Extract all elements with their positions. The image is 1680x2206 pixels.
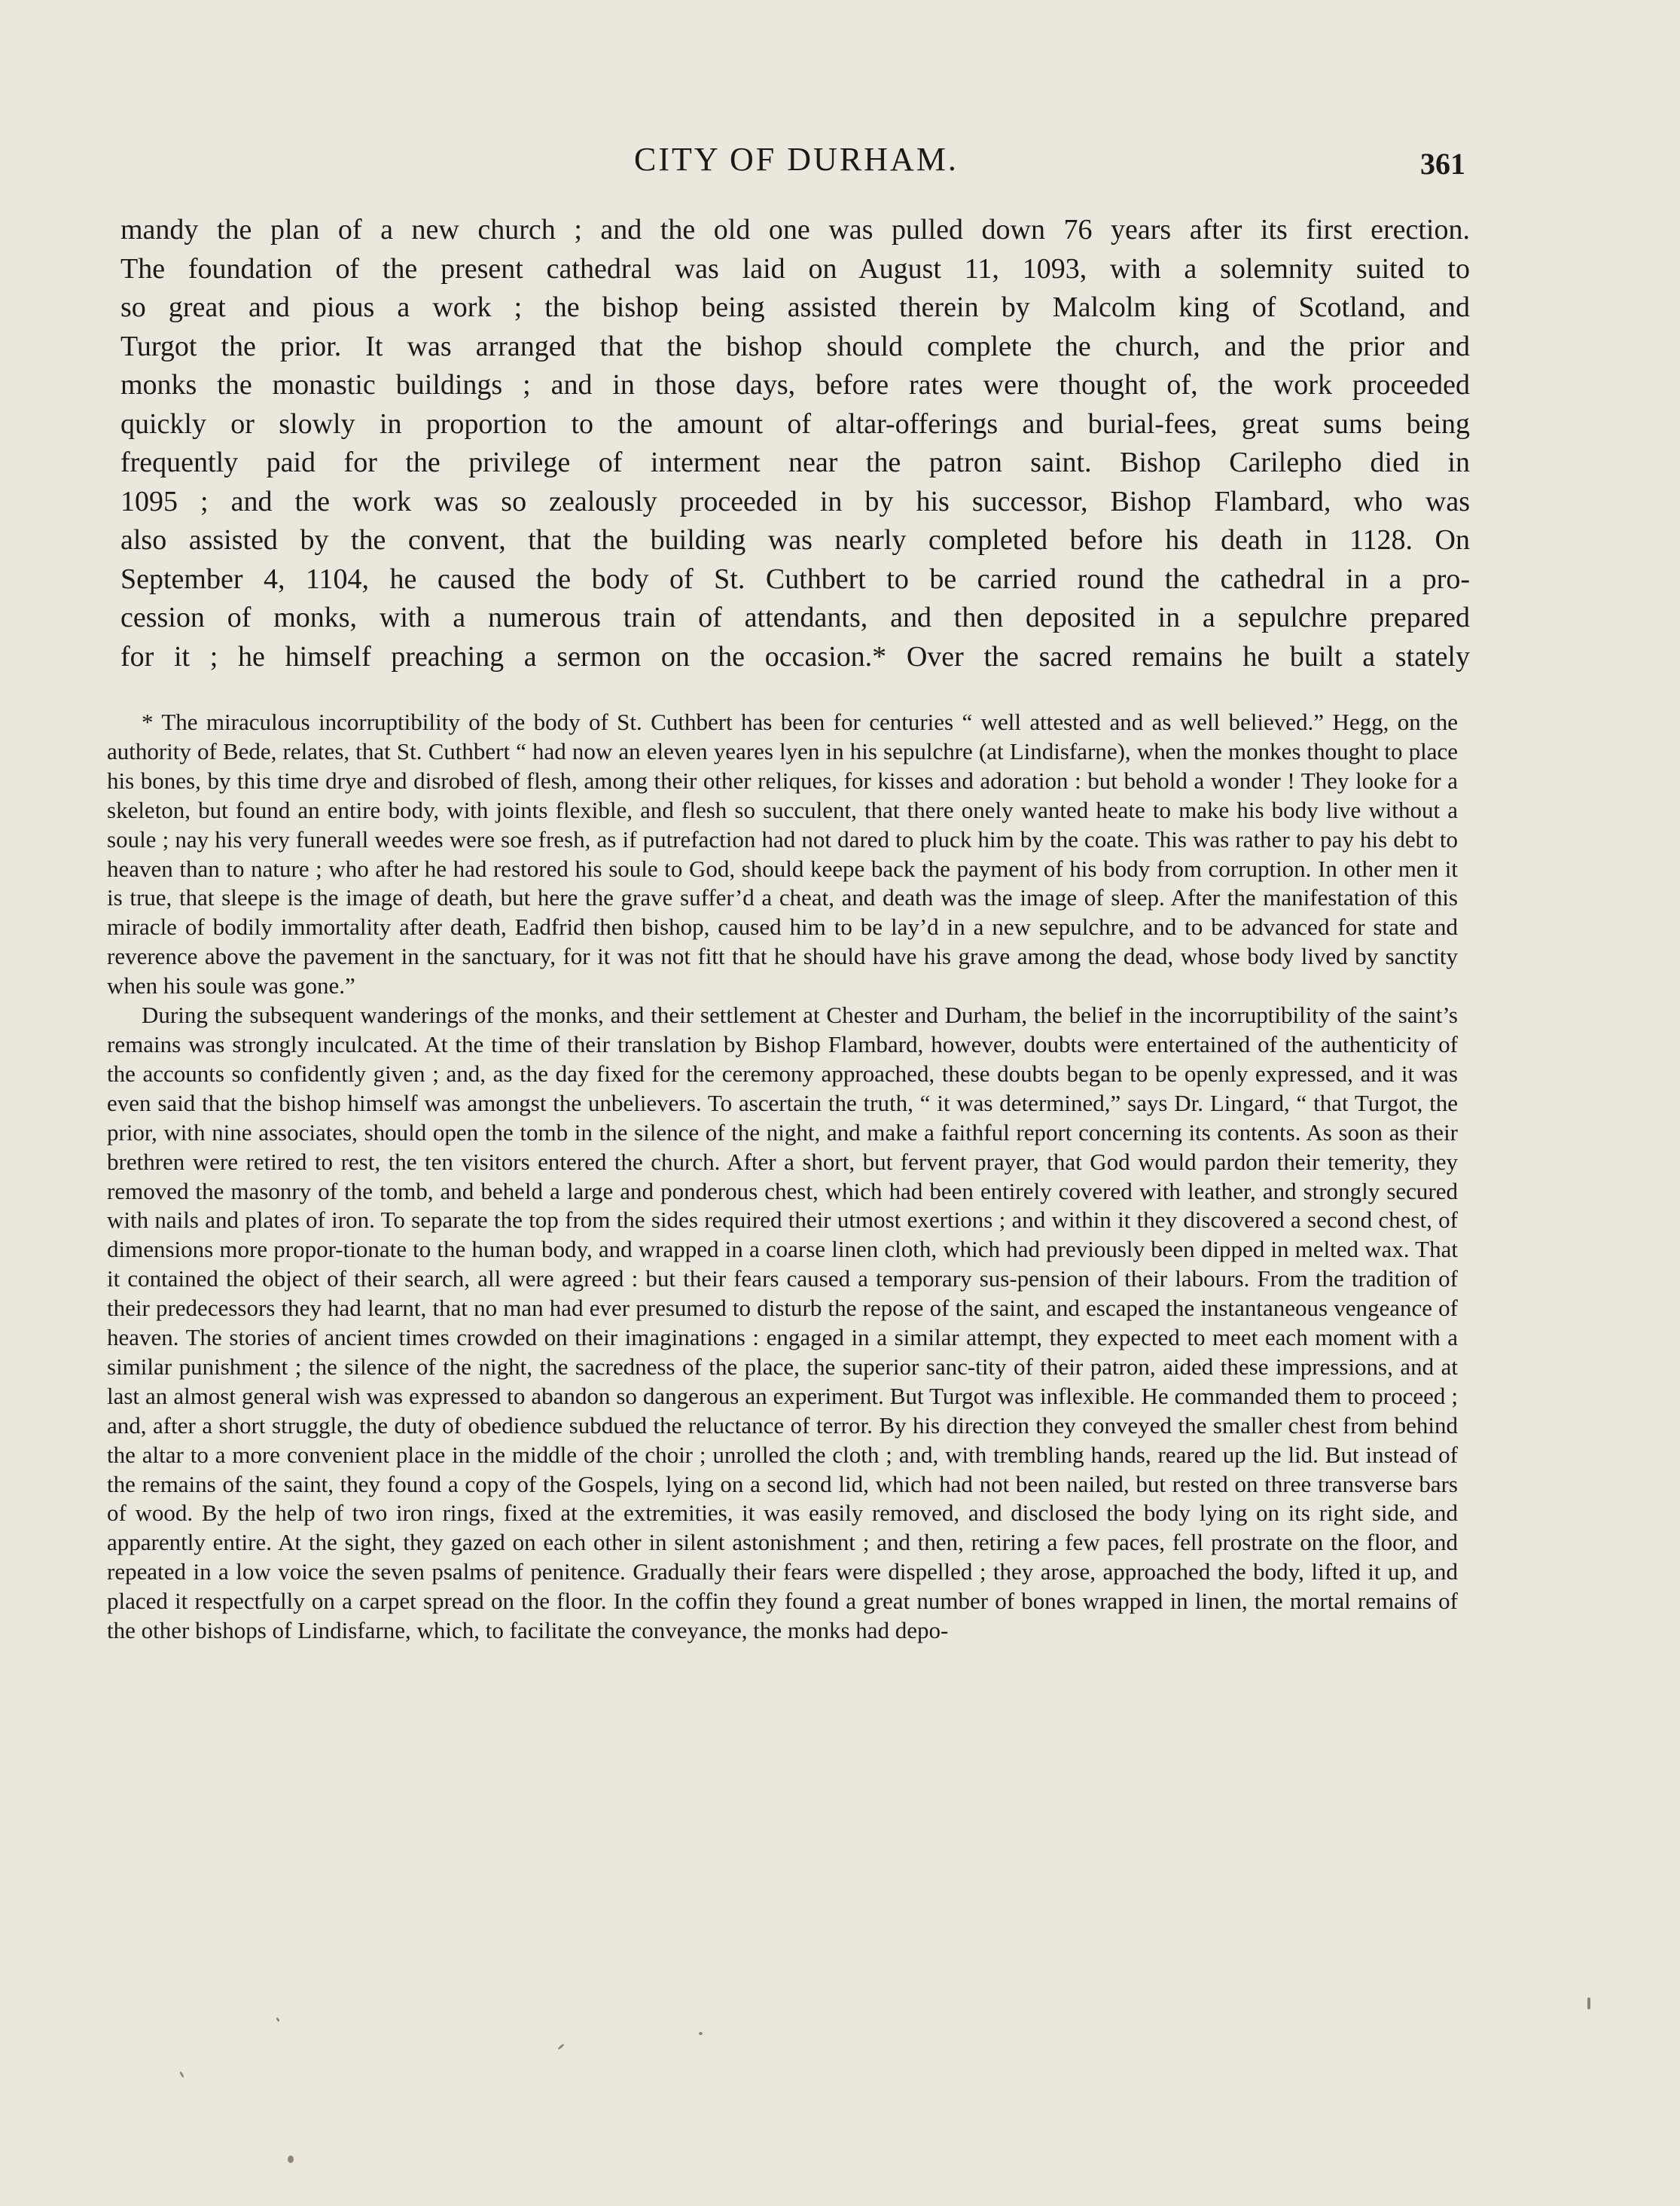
paper-speck [699,2032,703,2035]
paper-speck [557,2043,565,2050]
paper-speck [1587,1997,1590,2009]
paper-speck [179,2071,184,2078]
page-number: 361 [1420,147,1465,181]
paper-speck [288,2156,294,2163]
paper-speck [276,2017,280,2022]
footnote-paragraph-1: * The miraculous incorruptibility of the body of St. Cuthbert has been for centuries “ well attested and as well believed.” Hegg, on the authority of Bede, relates, that St. Cuthbert “ had now an eleven yeares lyen in his sepulchre (at Lindisfarne), when the monkes thought to place his bones, by this time drye and disrobed of flesh, among their other reliques, for kisses and adoration : but behold a wonder ! They looke for a skeleton, but found an entire body, with joints flexible, and flesh so succulent, that there onely wanted heate to make his body live without a soule ; nay his very funerall weedes were soe fresh, as if putrefaction had not dared to pluck him by the coate. This was rather to pay his debt to heaven than to nature ; who after he had restored his soule to God, should keepe back the payment of his body from corruption. In other men it is true, that sleepe is the image of death, but here the grave suffer’d a cheat, and death was the image of sleep. After the manifestation of this miracle of bodily immortality after death, Eadfrid then bishop, caused him to be lay’d in a new sepulchre, and to be advanced for state and reverence above the pavement in the sanctuary, for it was not fitt that he should have his grave among the dead, whose body lived by sanctity when his soule was gone.” [107,709,1458,999]
body-paragraph: mandy the plan of a new church ; and the old one was pulled down 76 years after its first erection. The foundation of the present cathedral was laid on August 11, 1093, with a solemnity suited to so great and pious a work ; the bishop being assisted therein by Malcolm king of Scotland, and Turgot the prior. It was arranged that the bishop should complete the church, and the prior and monks the monastic buildings ; and in those days, before rates were thought of, the work proceeded quickly or slowly in proportion to the amount of altar-offerings and burial-fees, great sums being frequently paid for the privilege of interment near the patron saint. Bishop Carilepho died in 1095 ; and the work was so zealously proceeded in by his successor, Bishop Flambard, who was also assisted by the convent, that the building was nearly completed before his death in 1128. On September 4, 1104, he caused the body of St. Cuthbert to be carried round the cathedral in a pro- cession of monks, with a numerous train of attendants, and then deposited in a sepulchre prepared for it ; he himself preaching a sermon on the occasion.* Over the sacred remains he built a stately [120,214,1470,673]
footnote-section [107,708,1458,1646]
running-head [0,137,1680,182]
running-title: CITY OF DURHAM. [634,141,959,178]
footnote-paragraph-2: During the subsequent wanderings of the monks, and their settlement at Chester and Durham, the belief in the incorruptibility of the saint’s remains was strongly inculcated. At the time of their translation by Bishop Flambard, however, doubts were entertained of the authenticity of the accounts so confidently given ; and, as the day fixed for the ceremony approached, these doubts began to be openly expressed, and it was even said that the bishop himself was amongst the unbelievers. To ascertain the truth, “ it was determined,” says Dr. Lingard, “ that Turgot, the prior, with nine associates, should open the tomb in the silence of the night, and make a faithful report concerning its contents. As soon as their brethren were retired to rest, the ten visitors entered the church. After a short, but fervent prayer, that God would pardon their temerity, they removed the masonry of the tomb, and beheld a large and ponderous chest, which had been entirely covered with leather, and strongly secured with nails and plates of iron. To separate the top from the sides required their utmost exertions ; and within it they discovered a second chest, of dimensions more propor-tionate to the human body, and wrapped in a coarse linen cloth, which had previously been dipped in melted wax. That it contained the object of their search, all were agreed : but their fears caused a temporary sus-pension of their labours. From the tradition of their predecessors they had learnt, that no man had ever presumed to disturb the repose of the saint, and escaped the instantaneous vengeance of heaven. The stories of ancient times crowded on their imaginations : engaged in a similar attempt, they expected to meet each moment with a similar punishment ; the silence of the night, the sacredness of the place, the superior sanc-tity of their patron, aided these impressions, and at last an almost general wish was expressed to abandon so dangerous an experiment. But Turgot was inflexible. He commanded them to proceed ; and, after a short struggle, the duty of obedience subdued the reluctance of terror. By his direction they conveyed the smaller chest from behind the altar to a more convenient place in the middle of the choir ; unrolled the cloth ; and, with trembling hands, reared up the lid. But instead of the remains of the saint, they found a copy of the Gospels, lying on a second lid, which had not been nailed, but rested on three transverse bars of wood. By the help of two iron rings, fixed at the extremities, it was easily removed, and disclosed the body lying on its right side, and apparently entire. At the sight, they gazed on each other in silent astonishment ; and then, retiring a few paces, fell prostrate on the floor, and repeated in a low voice the seven psalms of penitence. Gradually their fears were dispelled ; they arose, approached the body, lifted it up, and placed it respectfully on a carpet spread on the floor. In the coffin they found a great number of bones wrapped in linen, the mortal remains of the other bishops of Lindisfarne, which, to facilitate the conveyance, the monks had depo- [107,1002,1458,1644]
